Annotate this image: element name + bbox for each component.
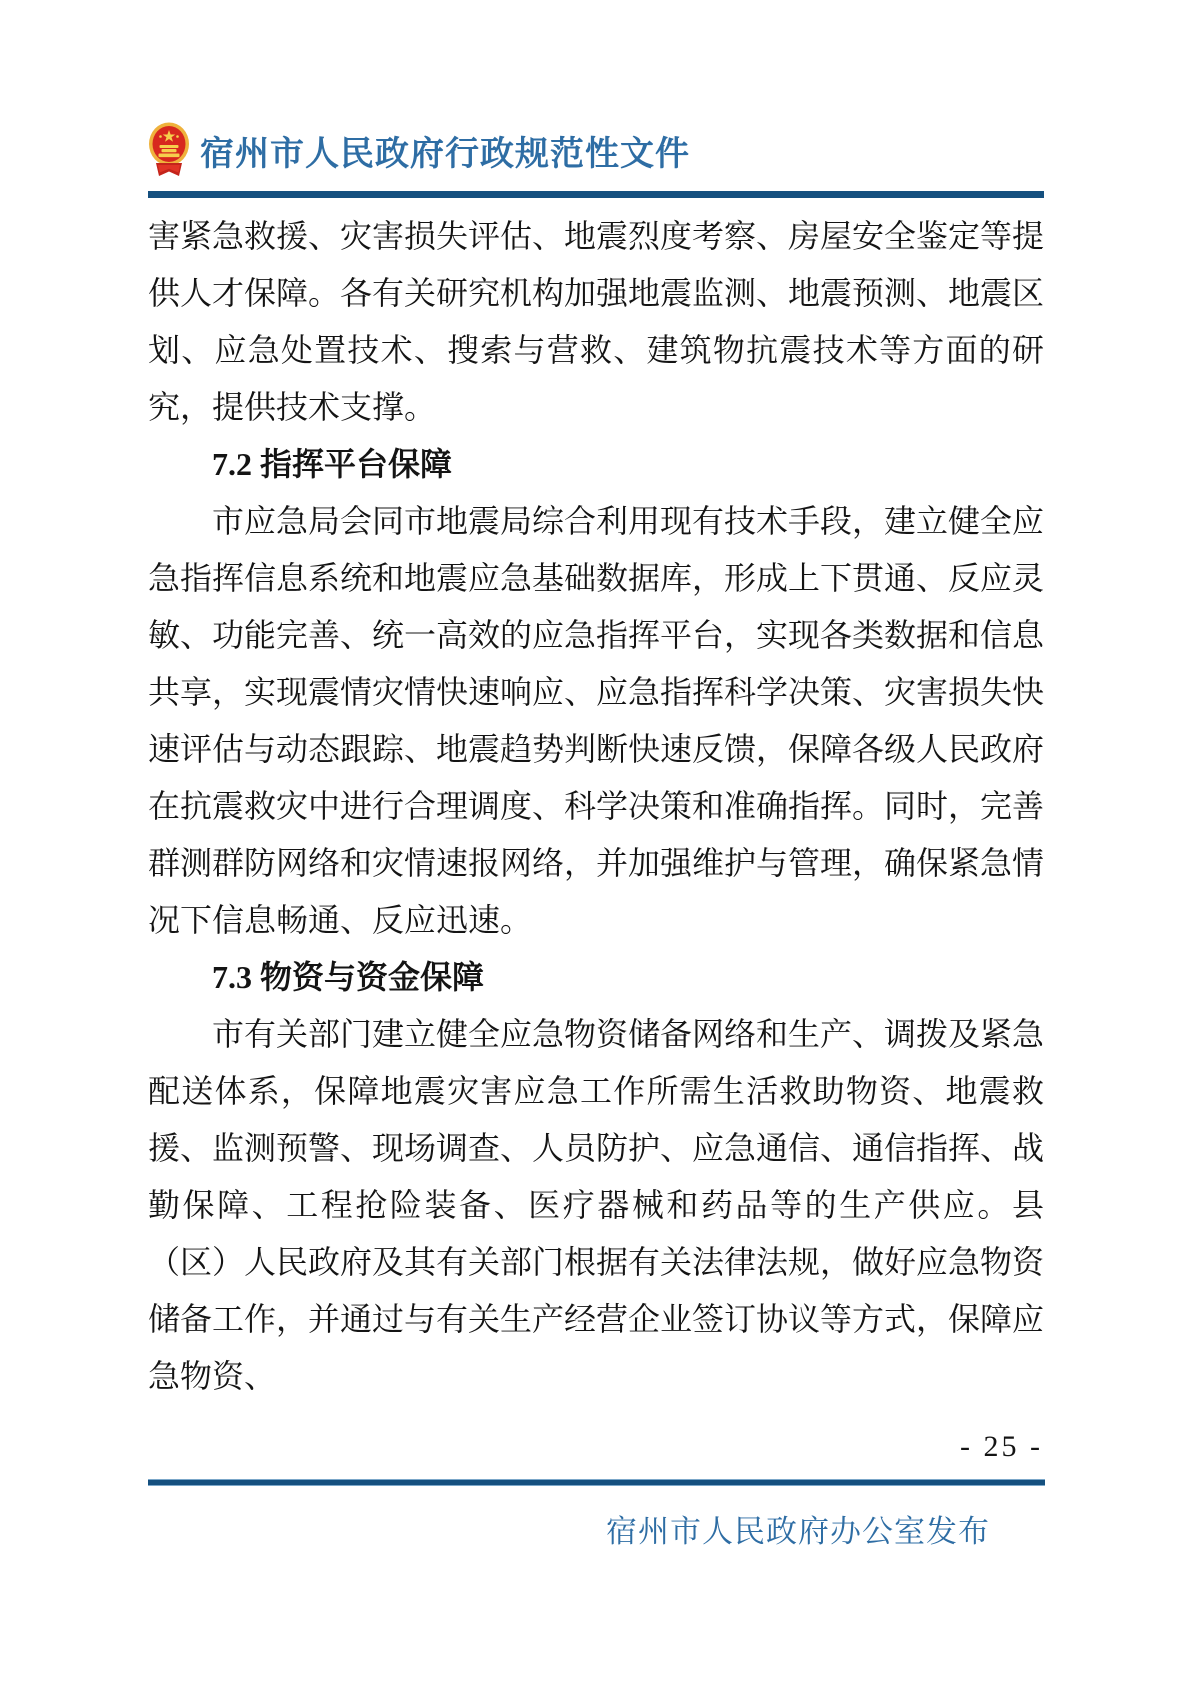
- document-body: [148, 208, 1044, 1405]
- paragraph-7-3: 市有关部门建立健全应急物资储备网络和生产、调拨及紧急配送体系，保障地震灾害应急工作所需生活救助物资、地震救援、监测预警、现场调查、人员防护、应急通信、通信指挥、战勤保障、工程抢险装备、医疗器械和药品等的生产供应。县（区）人民政府及其有关部门根据有关法律法规，做好应急物资储备工作，并通过与有关生产经营企业签订协议等方式，保障应急物资、: [148, 1016, 1045, 1394]
- section-heading-7-2: 7.2 指挥平台保障: [212, 446, 453, 482]
- paragraph-7-2: 市应急局会同市地震局综合利用现有技术手段，建立健全应急指挥信息系统和地震应急基础数据库，形成上下贯通、反应灵敏、功能完善、统一高效的应急指挥平台，实现各类数据和信息共享，实现震情灾情快速响应、应急指挥科学决策、灾害损失快速评估与动态跟踪、地震趋势判断快速反馈，保障各级人民政府在抗震救灾中进行合理调度、科学决策和准确指挥。同时，完善群测群防网络和灾情速报网络，并加强维护与管理，确保紧急情况下信息畅通、反应迅速。: [148, 503, 1045, 938]
- document-header: [148, 116, 1044, 184]
- china-national-emblem-icon: [148, 121, 190, 179]
- footer-divider-rule: [148, 1479, 1045, 1486]
- footer-publisher-text: 宿州市人民政府办公室发布: [606, 1514, 990, 1549]
- page-number: - 25 -: [960, 1430, 1043, 1463]
- paragraph-continuation: 害紧急救援、灾害损失评估、地震烈度考察、房屋安全鉴定等提供人才保障。各有关研究机构加强地震监测、地震预测、地震区划、应急处置技术、搜索与营救、建筑物抗震技术等方面的研究，提供技术支撑。: [148, 218, 1045, 425]
- header-divider-rule: [148, 191, 1044, 198]
- section-heading-7-3: 7.3 物资与资金保障: [212, 959, 485, 995]
- document-header-title: 宿州市人民政府行政规范性文件: [200, 135, 690, 173]
